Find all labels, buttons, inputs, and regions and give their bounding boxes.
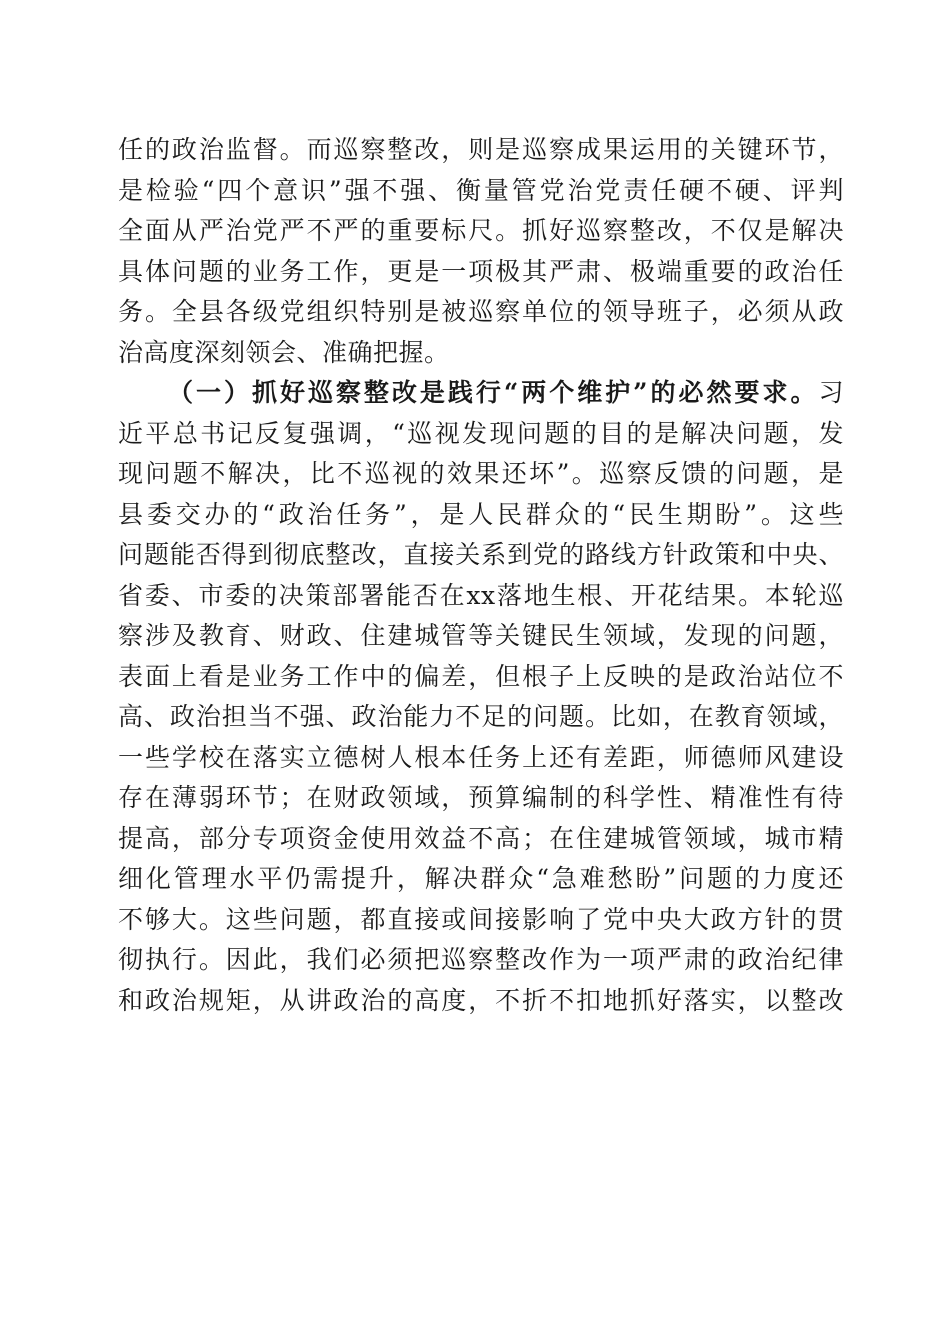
paragraph-heading-line: [118, 373, 844, 414]
text-line: 问题能否得到彻底整改，直接关系到党的路线方针政策和中央、: [118, 540, 844, 569]
text-line: 具体问题的业务工作，更是一项极其严肃、极端重要的政治任: [118, 256, 844, 286]
text-line: 务。全县各级党组织特别是被巡察单位的领导班子，必须从政: [118, 297, 844, 326]
text-line: 彻执行。因此，我们必须把巡察整改作为一项严肃的政治纪律: [118, 945, 844, 974]
text-line: 任的政治监督。而巡察整改，则是巡察成果运用的关键环节，: [118, 135, 844, 164]
section-heading: （一）抓好巡察整改是践行“两个维护”的必然要求。: [168, 378, 819, 407]
text-line: 近平总书记反复强调，“巡视发现问题的目的是解决问题，发: [118, 418, 844, 448]
paragraph-2: [118, 373, 844, 1021]
text-line: 一些学校在落实立德树人根本任务上还有差距，师德师风建设: [118, 742, 844, 772]
text-line: 察涉及教育、财政、住建城管等关键民生领域，发现的问题，: [118, 621, 844, 650]
text-line: 高、政治担当不强、政治能力不足的问题。比如，在教育领域，: [118, 702, 844, 731]
text-line: 不够大。这些问题，都直接或间接影响了党中央大政方针的贯: [118, 904, 844, 934]
text-line: 全面从严治党严不严的重要标尺。抓好巡察整改，不仅是解决: [118, 216, 844, 245]
text-line: 存在薄弱环节；在财政领域，预算编制的科学性、精准性有待: [118, 783, 844, 812]
text-line: 是检验“四个意识”强不强、衡量管党治党责任硬不硬、评判: [118, 175, 844, 205]
text-line: 县委交办的“政治任务”，是人民群众的“民生期盼”。这些: [118, 499, 844, 529]
heading-tail-text: 习: [818, 378, 844, 407]
text-line: 治高度深刻领会、准确把握。: [118, 337, 450, 367]
text-line: 提高，部分专项资金使用效益不高；在住建城管领域，城市精: [118, 823, 844, 853]
paragraph-1: [118, 130, 844, 373]
document-body: [118, 130, 844, 1021]
text-line: 现问题不解决，比不巡视的效果还坏”。巡察反馈的问题，是: [118, 459, 844, 488]
text-line: 省委、市委的决策部署能否在xx落地生根、开花结果。本轮巡: [118, 580, 844, 610]
text-line: 和政治规矩，从讲政治的高度，不折不扣地抓好落实，以整改: [118, 985, 844, 1015]
text-line: 细化管理水平仍需提升，解决群众“急难愁盼”问题的力度还: [118, 864, 844, 893]
text-line: 表面上看是业务工作中的偏差，但根子上反映的是政治站位不: [118, 661, 844, 691]
